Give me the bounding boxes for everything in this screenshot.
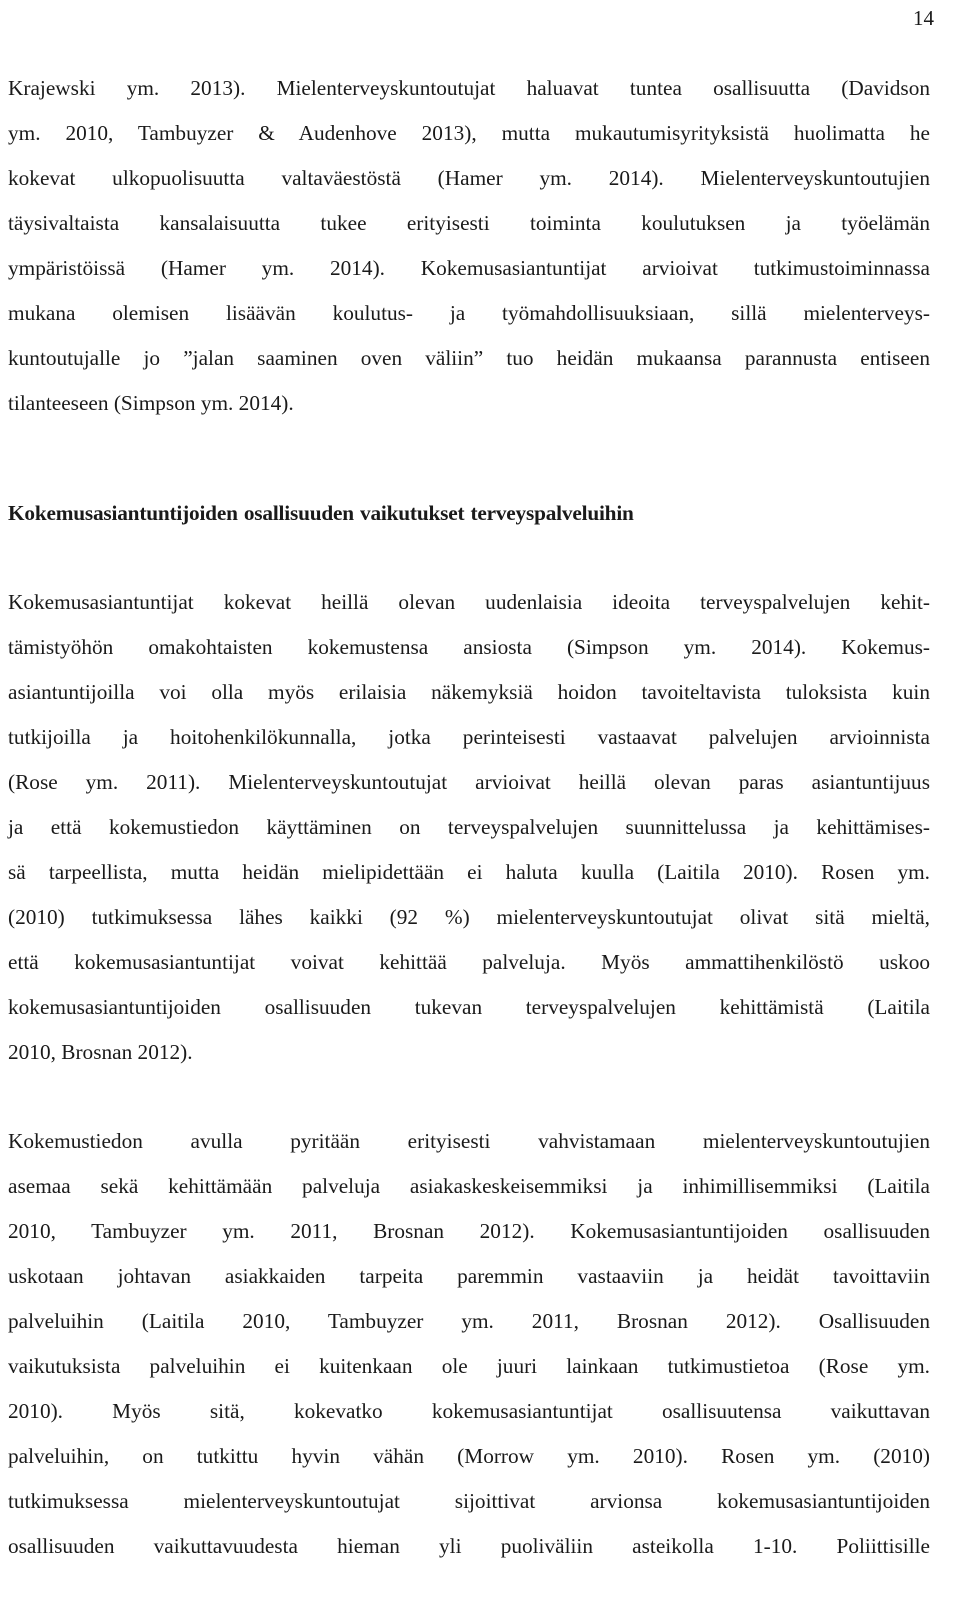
- paragraph-spacer: [8, 536, 930, 580]
- text-line: mukana olemisen lisäävän koulutus- ja työmahdollisuuksiaan, sillä mielenterveys-: [8, 301, 930, 325]
- paragraph-2: [8, 580, 930, 1075]
- page-number: 14: [913, 6, 934, 30]
- text-line: vaikutuksista palveluihin ei kuitenkaan ole juuri lainkaan tutkimustietoa (Rose ym.: [8, 1354, 930, 1378]
- text-line: 2010, Brosnan 2012).: [8, 1040, 193, 1064]
- text-line: että kokemusasiantuntijat voivat kehittää palveluja. Myös ammattihenkilöstö uskoo: [8, 950, 930, 974]
- text-line: kuntoutujalle jo ”jalan saaminen oven väliin” tuo heidän mukaansa parannusta entiseen: [8, 346, 930, 370]
- text-line: 2010, Tambuyzer ym. 2011, Brosnan 2012). Kokemusasiantuntijoiden osallisuuden: [8, 1219, 930, 1243]
- text-line: tutkijoilla ja hoitohenkilökunnalla, jotka perinteisesti vastaavat palvelujen arvioinnista: [8, 725, 930, 749]
- text-line: ja että kokemustiedon käyttäminen on terveyspalvelujen suunnittelussa ja kehittämises-: [8, 815, 930, 839]
- text-line: (Rose ym. 2011). Mielenterveyskuntoutujat arvioivat heillä olevan paras asiantuntijuus: [8, 770, 930, 794]
- text-line: Kokemusasiantuntijat kokevat heillä olevan uudenlaisia ideoita terveyspalvelujen kehit-: [8, 590, 930, 614]
- text-line: ym. 2010, Tambuyzer & Audenhove 2013), mutta mukautumisyrityksistä huolimatta he: [8, 121, 930, 145]
- text-line: kokevat ulkopuolisuutta valtaväestöstä (Hamer ym. 2014). Mielenterveyskuntoutujien: [8, 166, 930, 190]
- text-line: tutkimuksessa mielenterveyskuntoutujat sijoittivat arvionsa kokemusasiantuntijoiden: [8, 1489, 930, 1513]
- document-body: [8, 66, 930, 1569]
- text-line: asiantuntijoilla voi olla myös erilaisia näkemyksiä hoidon tavoiteltavista tuloksista kuin: [8, 680, 930, 704]
- text-line: (2010) tutkimuksessa lähes kaikki (92 %) mielenterveyskuntoutujat olivat sitä mieltä,: [8, 905, 930, 929]
- paragraph-1: [8, 66, 930, 426]
- section-heading: Kokemusasiantuntijoiden osallisuuden vaikutukset terveyspalveluihin: [8, 501, 634, 525]
- paragraph-spacer: [8, 1075, 930, 1119]
- text-line: osallisuuden vaikuttavuudesta hieman yli puoliväliin asteikolla 1-10. Poliittisille: [8, 1534, 930, 1558]
- text-line: uskotaan johtavan asiakkaiden tarpeita paremmin vastaaviin ja heidät tavoittaviin: [8, 1264, 930, 1288]
- text-line: täysivaltaista kansalaisuutta tukee erityisesti toiminta koulutuksen ja työelämän: [8, 211, 930, 235]
- text-line: 2010). Myös sitä, kokevatko kokemusasiantuntijat osallisuutensa vaikuttavan: [8, 1399, 930, 1423]
- text-line: ympäristöissä (Hamer ym. 2014). Kokemusasiantuntijat arvioivat tutkimustoiminnassa: [8, 256, 930, 280]
- text-line: Krajewski ym. 2013). Mielenterveyskuntoutujat haluavat tuntea osallisuutta (Davidson: [8, 76, 930, 100]
- text-line: palveluihin, on tutkittu hyvin vähän (Morrow ym. 2010). Rosen ym. (2010): [8, 1444, 930, 1468]
- paragraph-spacer: [8, 426, 930, 491]
- text-line: Kokemustiedon avulla pyritään erityisesti vahvistamaan mielenterveyskuntoutujien: [8, 1129, 930, 1153]
- text-line: tämistyöhön omakohtaisten kokemustensa ansiosta (Simpson ym. 2014). Kokemus-: [8, 635, 930, 659]
- text-line: kokemusasiantuntijoiden osallisuuden tukevan terveyspalvelujen kehittämistä (Laitila: [8, 995, 930, 1019]
- text-line: tilanteeseen (Simpson ym. 2014).: [8, 391, 294, 415]
- text-line: asemaa sekä kehittämään palveluja asiakaskeskeisemmiksi ja inhimillisemmiksi (Laitila: [8, 1174, 930, 1198]
- paragraph-3: [8, 1119, 930, 1569]
- text-line: palveluihin (Laitila 2010, Tambuyzer ym. 2011, Brosnan 2012). Osallisuuden: [8, 1309, 930, 1333]
- text-line: sä tarpeellista, mutta heidän mielipidettään ei haluta kuulla (Laitila 2010). Rosen ym.: [8, 860, 930, 884]
